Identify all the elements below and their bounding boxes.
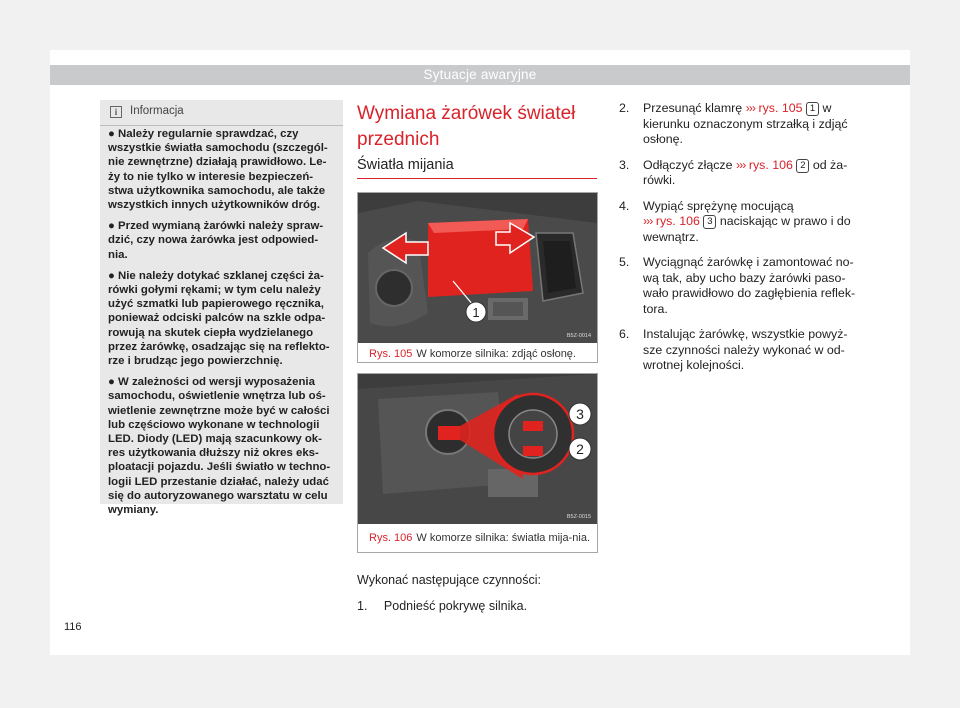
step-number: 5. (619, 255, 630, 269)
info-icon: i (110, 106, 122, 118)
step-text: od ża-rówki. (643, 157, 848, 187)
figure-caption (369, 532, 591, 545)
callout-badge: 2 (796, 159, 809, 173)
figure-caption-text: W komorze silnika: zdjąć osłonę. (416, 348, 576, 360)
step-4 (619, 199, 864, 246)
page-number: 116 (64, 621, 82, 633)
subtitle-rule (357, 178, 597, 179)
figure-106 (357, 373, 598, 553)
step-text: Wypiąć sprężynę mocującą (643, 198, 794, 213)
info-paragraph: ● Należy regularnie sprawdzać, czy wszystkie światła samochodu (szczegól-nie zewnętrzne) działają prawidłowo. Le-ży to nie tylko w interesie bezpieczeń-stwa użytkownika samochodu, ale także wszystkich innych użytkowników dróg. (108, 128, 328, 212)
figure-label: Rys. 106 (369, 532, 413, 544)
info-paragraph: ● Nie należy dotykać szklanej części ża-rówki gołymi rękami; w tym celu należy użyć szmatki lub papierowego ręcznika, ponieważ odciski palców na szkle odpa-rowują na skutek ciepła wydzielanego przez żarówkę, osadzając się na reflekto-rze i brudząc jego powierzchnię. (108, 269, 330, 368)
step-text: naciskając w prawo i do wewnątrz. (643, 214, 851, 244)
step-text: Odłączyć złącze (643, 157, 733, 172)
step-text: Wyciągnąć żarówkę i zamontować no-wą tak, aby ucho bazy żarówki paso-wało prawidłowo do zagłębienia reflek-tora. (643, 255, 856, 316)
lead-text: Wykonać następujące czynności: (357, 573, 542, 587)
steps-list (619, 101, 864, 384)
step-2 (619, 101, 864, 148)
callout-3: 3 (576, 406, 584, 422)
callout-2: 2 (576, 441, 584, 457)
step-text: w kierunku oznaczonym strzałką i zdjąć osłonę. (643, 101, 848, 146)
info-box-header (100, 100, 343, 126)
step-number: 2. (619, 101, 630, 115)
arrow-icon: ››› (735, 157, 746, 172)
info-box-body (108, 127, 336, 524)
figure-label: Rys. 105 (369, 348, 413, 360)
info-box-title: Informacja (130, 105, 184, 117)
arrow-icon: ››› (643, 214, 653, 228)
step-number: 1. (357, 599, 368, 613)
arrow-icon: ››› (745, 101, 756, 115)
figure-caption-text: W komorze silnika: światła mija-nia. (416, 532, 591, 544)
info-paragraph: ● W zależności od wersji wyposażenia samochodu, oświetlenie wnętrza lub oś-wietlenie zewnętrzne może być w całości lub częściowo wykonane w technologii LED. Diody (LED) mają szacunkowy ok-res użytkowania dłuższy niż okres eks-ploatacji pojazdu. Jeśli światło w techno-logii LED przestanie działać, należy udać się do autoryzowanego warsztatu w celu wymiany. (108, 376, 331, 517)
step-number: 6. (619, 327, 630, 341)
figure-105 (357, 192, 598, 363)
step-text: Podnieść pokrywę silnika. (383, 599, 528, 613)
running-header: Sytuacje awaryjne (50, 65, 910, 85)
section-title: Wymiana żarówek świateł przednich (357, 103, 576, 150)
callout-badge: 1 (806, 102, 819, 116)
figure-ref-link[interactable]: rys. 106 (748, 157, 793, 172)
step-text: Instalując żarówkę, wszystkie powyż-sze czynności należy wykonać w od-wrotnej kolejności. (643, 327, 848, 372)
step-number: 3. (619, 157, 630, 172)
headlight-cover-illustration (358, 193, 597, 343)
figure-ref-link[interactable]: rys. 105 (758, 101, 803, 115)
step-1 (357, 599, 527, 613)
figure-code: B5Z-0015 (566, 514, 591, 520)
figure-code: B5Z-0014 (566, 333, 591, 339)
low-beam-illustration (358, 374, 597, 524)
step-6 (619, 327, 864, 374)
step-5 (619, 255, 864, 317)
figure-caption (369, 348, 591, 361)
step-3 (619, 158, 864, 189)
info-paragraph: ● Przed wymianą żarówki należy spraw-dzić, czy nowa żarówka jest odpowied-nia. (108, 220, 324, 261)
callout-badge: 3 (703, 215, 716, 229)
step-text: Przesunąć klamrę (643, 101, 743, 115)
step-number: 4. (619, 198, 630, 213)
figure-ref-link[interactable]: rys. 106 (655, 214, 700, 228)
callout-1: 1 (472, 305, 480, 320)
section-subtitle: Światła mijania (357, 157, 454, 173)
